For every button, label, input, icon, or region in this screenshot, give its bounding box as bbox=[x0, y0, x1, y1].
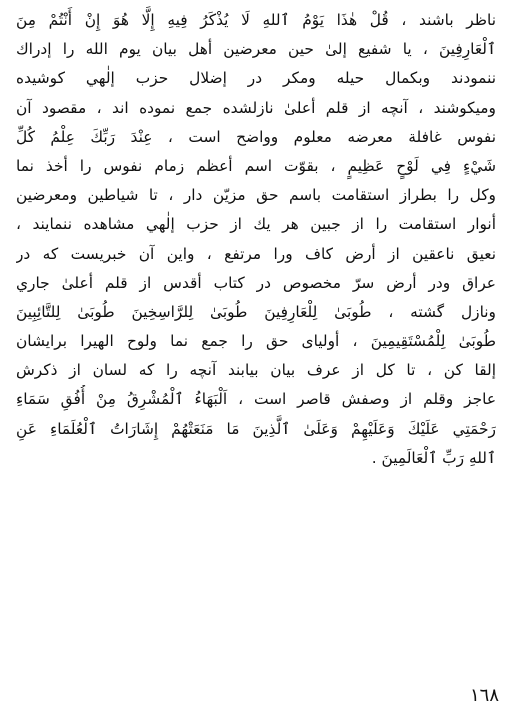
body-text bbox=[16, 6, 496, 473]
text-line: نعيق ناعقين از أرض كاف ورا مرتفع ، واين آن خبريست كه در bbox=[16, 244, 496, 263]
page-number: ١٦٨ bbox=[469, 685, 499, 706]
text-line: عراق ودر أرض سرّ مخصوص در كتاب أقدس از قلم أعلىٰ جاري bbox=[16, 273, 496, 292]
text-line-last: ٱللهِ رَبِّ ٱلْعَالَمِينَ . bbox=[371, 448, 496, 467]
text-line: وكل را بطراز استقامت باسم حق مزيّن دار ، تا شياطين ومعرضين bbox=[16, 186, 496, 205]
text-line: عاجز وقلم از وصفش قاصر است ، اَلْبَهَاءُ ٱلْمُشْرِقُ مِنْ أُفُقِ سَمَاءِ bbox=[16, 390, 496, 409]
text-line: وميكوشند ، آنچه از قلم أعلىٰ نازلشده جمع نموده اند ، مقصود آن bbox=[16, 98, 496, 117]
text-line: إلقا كن ، تا كل از عرف بيان بيابند آنچه را كه لسان از ذكرش bbox=[16, 361, 496, 380]
text-line: ننمودند وبكمال حيله ومكر در إضلال حزب إلٰهي كوشيده bbox=[16, 69, 496, 88]
text-line: شَيْءٍ فِي لَوْحٍ عَظِيمٍ ، بقوّت اسم أعظم زمام نفوس را أخذ نما bbox=[16, 156, 496, 175]
text-line: نفوس غافلة معرضه معلوم وواضح است ، عِنْدَ رَبِّكَ عِلْمُ كُلِّ bbox=[16, 127, 496, 146]
text-line: ٱلْعَارِفِينَ ، يا شفيع إلىٰ حين معرضين أهل بيان يوم الله را إدراك bbox=[16, 40, 496, 59]
text-line: ناظر باشند ، قُلْ هٰذَا يَوْمُ ٱللهِ لَا يُذْكَرُ فِيهِ إِلَّا هُوَ إِنْ أَنْتُمْ مِنَ bbox=[16, 11, 496, 29]
text-line: أنوار استقامت را از جبين هر يك از حزب إلٰهي مشاهده ننمايند ، bbox=[16, 215, 496, 234]
text-line: طُوبَىٰ لِلْمُسْتَقِيمِينَ ، أولياى حق را جمع نما ولوح الهيرا برايشان bbox=[16, 332, 496, 351]
text-line: رَحْمَتِي عَلَيْكَ وَعَلَيْهِمْ وَعَلَىٰ ٱلَّذِينَ مَا مَنَعَتْهُمْ إِشَارَاتُ ٱلْعُلَمَاءِ عَنِ bbox=[16, 419, 496, 438]
text-line: ونازل گشته ، طُوبَىٰ لِلْعَارِفِينَ طُوبَىٰ لِلرَّاسِخِينَ طُوبَىٰ لِلتَّائِبِينَ bbox=[16, 302, 496, 321]
